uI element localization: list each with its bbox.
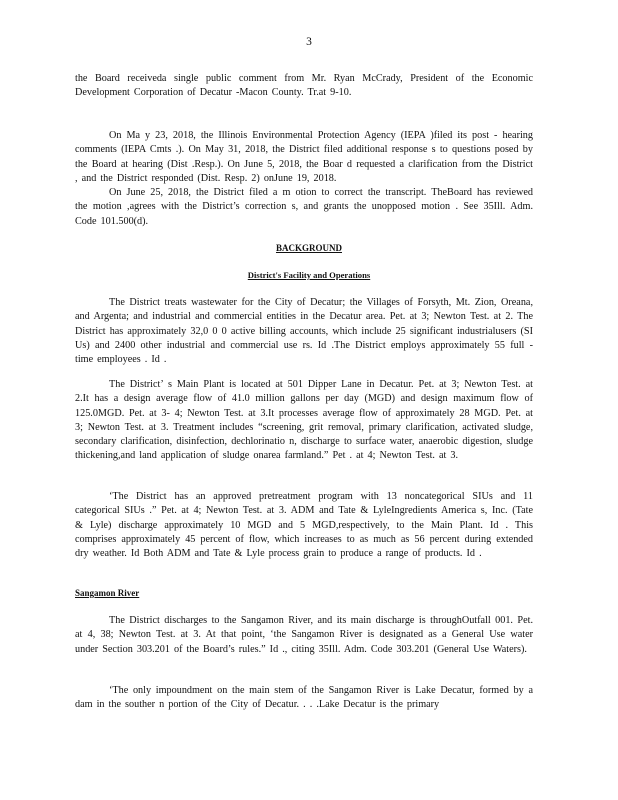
paragraph-discharge: The District discharges to the Sangamon River, and its main discharge is throughOutfall 001. Pet. at 4, 38; Newton Test. at 3. At that point, ‘the Sangamon River is designated as a General Use water under Section 303.201 of the Board’s rules.” Id ., citing 35Ill. Adm. Code 303.201 (General Use Waters).: [75, 615, 533, 655]
page-number: 3: [306, 36, 312, 48]
heading-background: BACKGROUND: [275, 243, 342, 253]
paragraph-district-treats: The District treats wastewater for the City of Decatur; the Villages of Forsyth, Mt. Zion, Oreana, and Argenta; and industrial and commercial entities in the Decatur area. Pet. at 3; Newton Test. at 2. The District has approximately 32,0 0 0 active billing accounts, which include 25 significant industrialusers (SI Us) and 2400 other industrial and commercial use rs. Id .The District employs approximately 55 full - time employees . Id .: [75, 297, 533, 366]
paragraph-motion-transcript: On June 25, 2018, the District filed a m otion to correct the transcript. TheBoard has reviewed the motion ,agrees with the District’s correction s, and grants the unopposed motion . See 35Ill. Adm. Code 101.500(d).: [75, 187, 533, 227]
paragraph-main-plant: The District’ s Main Plant is located at 501 Dipper Lane in Decatur. Pet. at 3; Newton Test. at 2.It has a design average flow of 41.0 million gallons per day (MGD) and design maximum flow of 125.0MGD. Pet. at 3- 4; Newton Test. at 3.It processes average flow of approximately 28 MGD. Pet. at 3; Newton Test. at 3. Treatment includes “screening, grit removal, primary clarification, activated sludge, secondary clarification, disinfection, dechlorinatio n, discharge to surface water, anaerobic digestion, sludge thickening,and land application of sludge onarea farmland.” Pet . at 4; Newton Test. at 3.: [75, 379, 533, 462]
heading-district-facility: District's Facility and Operations: [247, 270, 371, 280]
paragraph-impoundment: ‘The only impoundment on the main stem of the Sangamon River is Lake Decatur, formed by a dam in the souther n portion of the City of Decatur. . . .Lake Decatur is the primary: [75, 685, 533, 711]
paragraph-public-comment: the Board receiveda single public comment from Mr. Ryan McCrady, President of the Economic Development Corporation of Decatur -Macon County. Tr.at 9-10.: [75, 73, 533, 99]
paragraph-iepa-comments: On Ma y 23, 2018, the Illinois Environmental Protection Agency (IEPA )filed its post - hearing comments (IEPA Cmts .). On May 31, 2018, the District filed additional response s to questions posed by the Board at hearing (Dist .Resp.). On June 5, 2018, the Boar d requested a clarification from the District , and the District responded (Dist. Resp. 2) onJune 19, 2018.: [75, 130, 533, 184]
heading-sangamon-river: Sangamon River: [75, 588, 140, 598]
paragraph-pretreatment: ‘The District has an approved pretreatment program with 13 noncategorical SIUs and 11 categorical SIUs .” Pet. at 4; Newton Test. at 3. ADM and Tate & LyleIngredients America s, Inc. (Tate & Lyle) discharge approximately 10 MGD and 5 MGD,respectively, to the Main Plant. Id . This comprises approximately 45 percent of flow, which increases to as much as 56 percent during extended dry weather. Id Both ADM and Tate & Lyle process grain to produce a range of products. Id .: [75, 491, 533, 560]
